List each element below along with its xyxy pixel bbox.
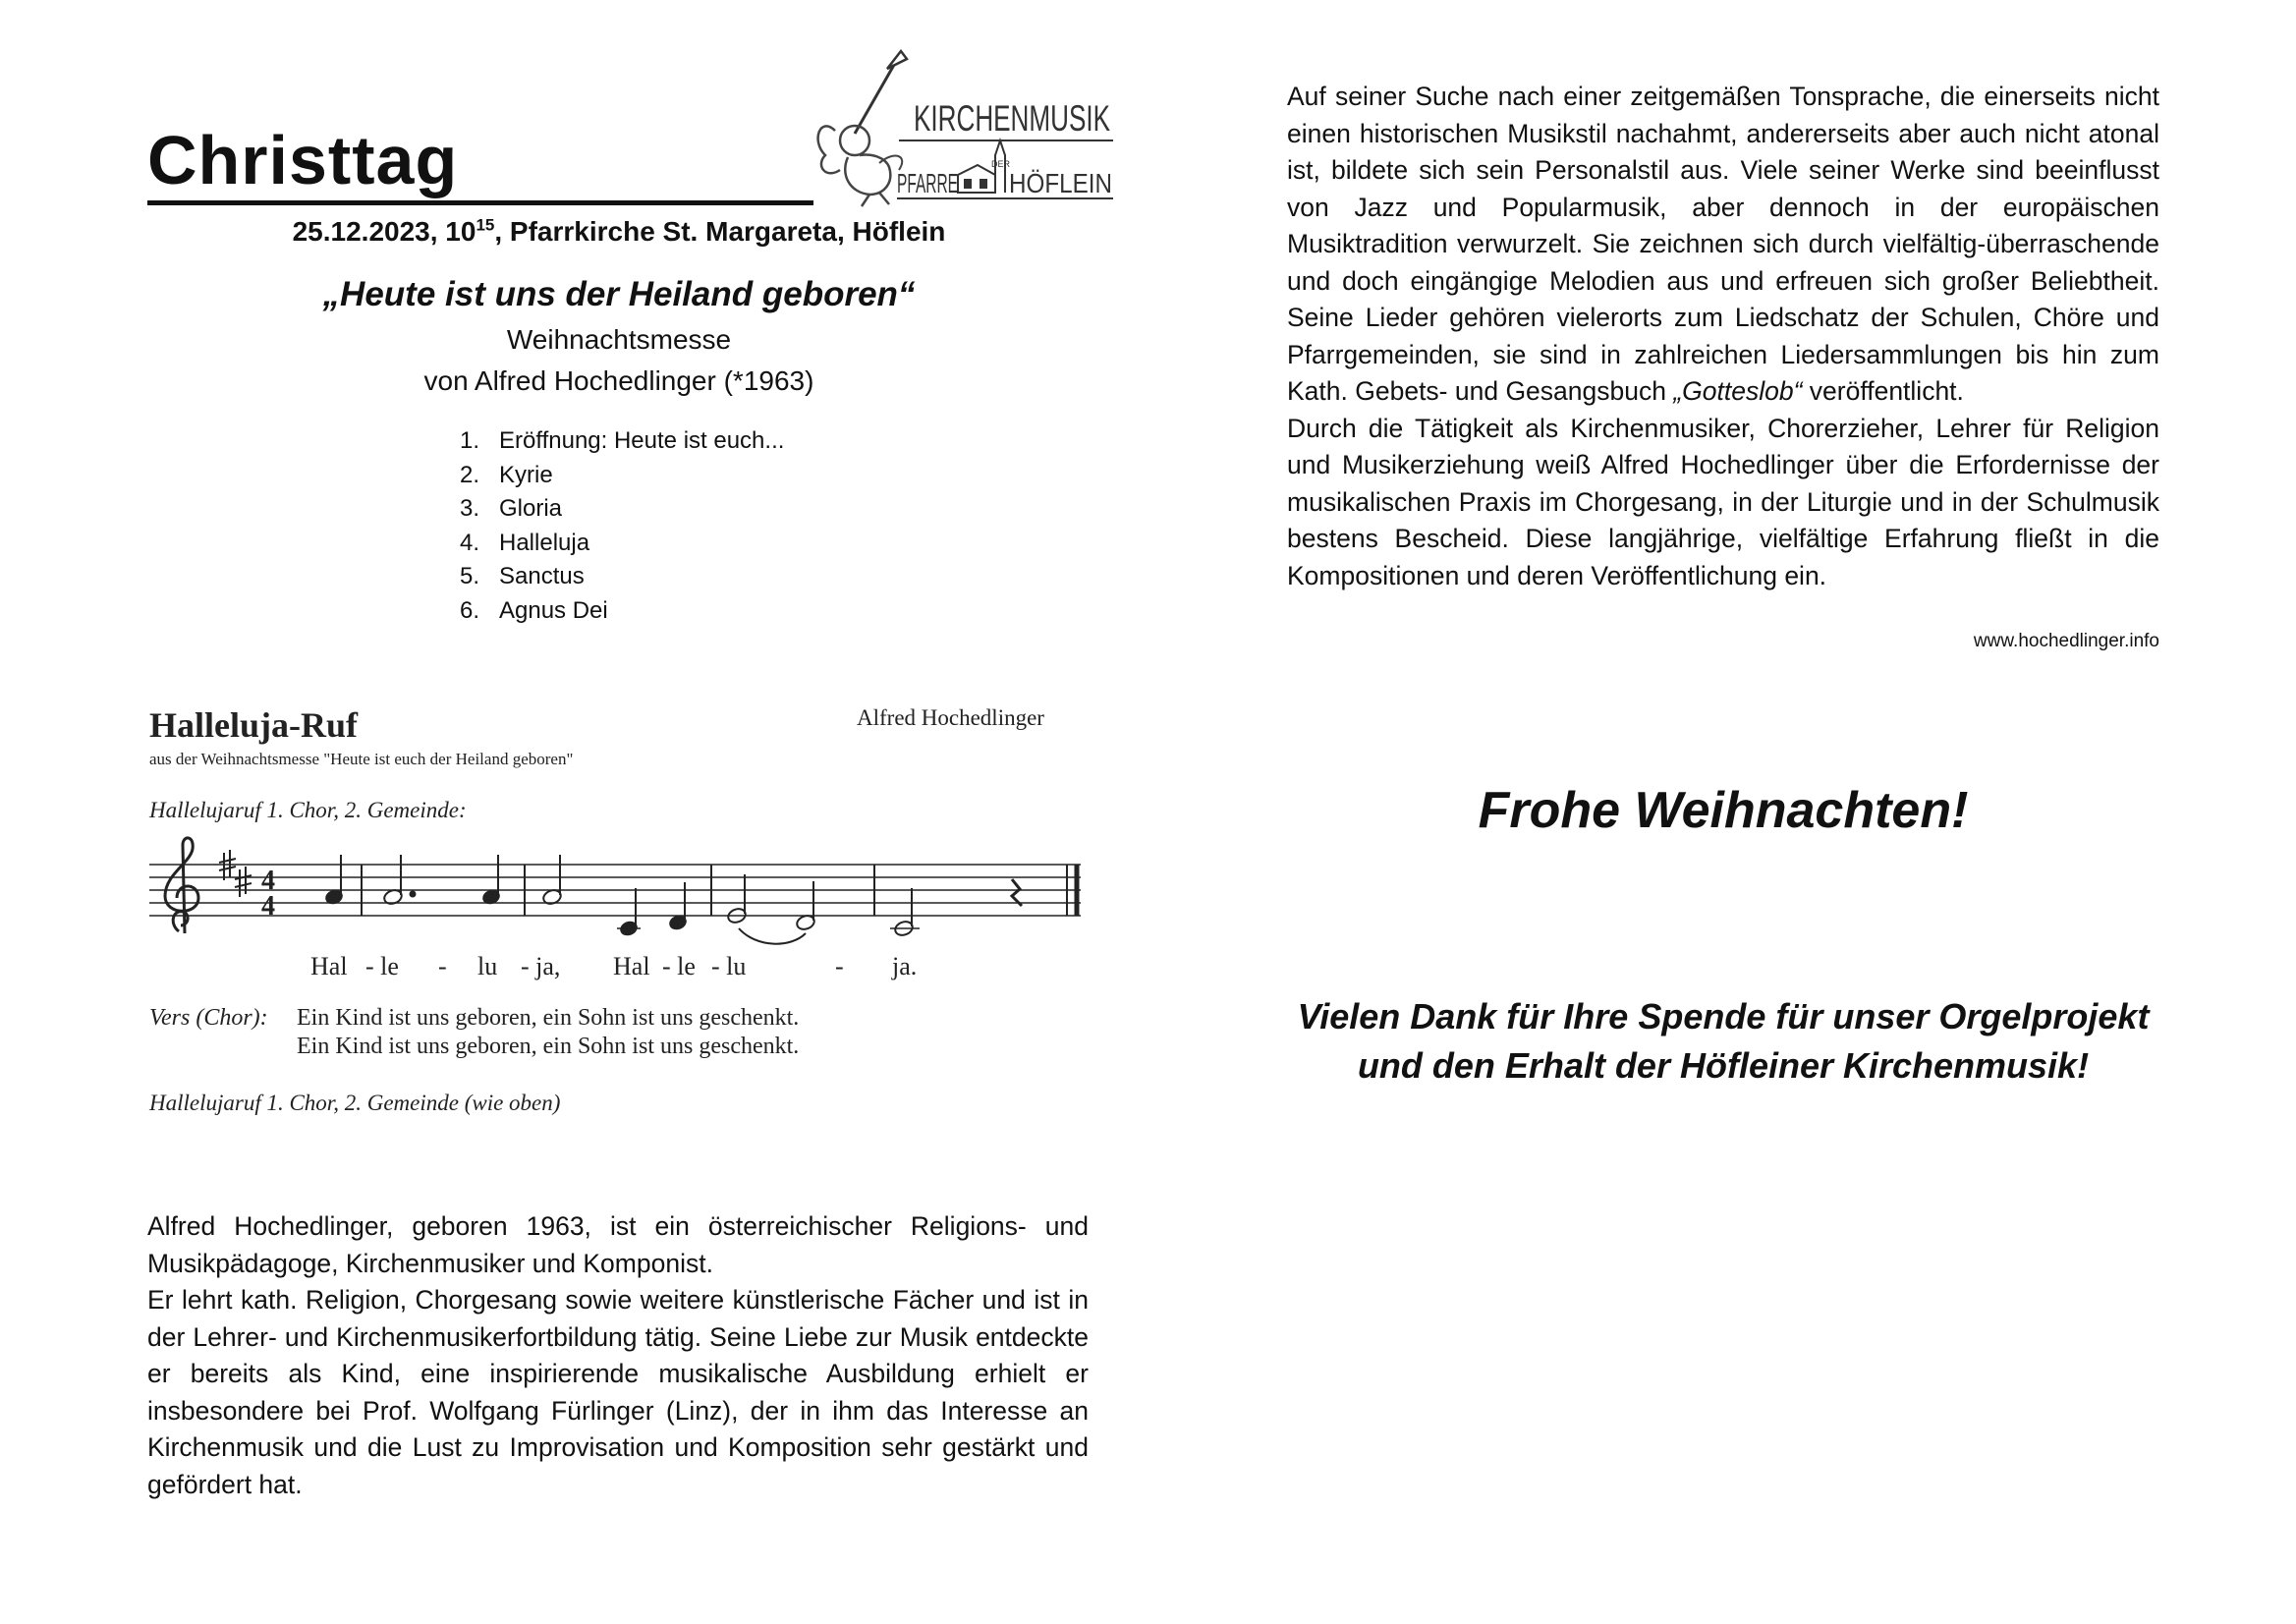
bio-paragraph: Alfred Hochedlinger, geboren 1963, ist ein österreichischer Religions- und Musikpädagoge, Kirchenmusiker und Komponist. bbox=[147, 1211, 1089, 1278]
biography-left bbox=[147, 1208, 1089, 1503]
book-title: „Gotteslob“ bbox=[1673, 376, 1803, 406]
score-composer: Alfred Hochedlinger bbox=[857, 705, 1044, 730]
date-suffix: , Pfarrkirche St. Margareta, Höflein bbox=[494, 216, 946, 247]
date-location-line bbox=[147, 216, 1091, 248]
svg-text:4: 4 bbox=[261, 891, 275, 922]
list-number: 5. bbox=[460, 563, 480, 589]
biography-right bbox=[1287, 79, 2159, 594]
list-label: Agnus Dei bbox=[499, 596, 608, 624]
list-item bbox=[460, 459, 784, 493]
title-underline bbox=[147, 200, 813, 205]
time-signature-icon bbox=[261, 866, 275, 922]
list-label: Sanctus bbox=[499, 563, 585, 589]
lyric-syllable: - le bbox=[662, 952, 696, 980]
svg-text:4: 4 bbox=[261, 866, 275, 896]
list-number: 4. bbox=[460, 529, 480, 556]
list-label: Kyrie bbox=[499, 461, 553, 488]
christmas-greeting: Frohe Weihnachten! bbox=[1478, 782, 1969, 839]
list-number: 3. bbox=[460, 495, 480, 522]
logo-der-text: DER bbox=[991, 159, 1011, 169]
list-label: Eröffnung: Heute ist euch... bbox=[499, 427, 785, 454]
score-instruction: Hallelujaruf 1. Chor, 2. Gemeinde: bbox=[149, 798, 467, 822]
list-item bbox=[460, 594, 784, 629]
list-item bbox=[460, 424, 784, 459]
vers-line: Ein Kind ist uns geboren, ein Sohn ist uns geschenkt. bbox=[297, 1034, 800, 1059]
bio-paragraph bbox=[1287, 79, 2159, 411]
mass-composer: von Alfred Hochedlinger (*1963) bbox=[423, 365, 814, 396]
lyric-syllable: lu bbox=[477, 952, 498, 980]
logo-top-text: KIRCHENMUSIK bbox=[914, 98, 1111, 139]
mass-quote-title: „Heute ist uns der Heiland geboren“ bbox=[322, 275, 916, 313]
treble-clef-icon bbox=[165, 838, 198, 933]
lyric-syllable: - bbox=[438, 952, 447, 980]
logo-right-text: HÖFLEIN bbox=[1009, 168, 1112, 198]
vers-label: Vers (Chor): bbox=[149, 1005, 268, 1031]
list-item bbox=[460, 492, 784, 527]
website-url: www.hochedlinger.info bbox=[1973, 631, 2159, 651]
vers-line: Ein Kind ist uns geboren, ein Sohn ist uns geschenkt. bbox=[297, 1005, 800, 1031]
logo-left-text: PFARRE bbox=[897, 168, 958, 198]
lyric-syllable: - lu bbox=[711, 952, 747, 980]
mass-subtitle: Weihnachtsmesse bbox=[506, 324, 732, 355]
lyric-syllable: - le bbox=[365, 952, 399, 980]
score-title: Halleluja-Ruf bbox=[149, 705, 358, 745]
date-prefix: 25.12.2023, 10 bbox=[292, 216, 476, 247]
lyric-syllable: - bbox=[835, 952, 844, 980]
time-superscript: 15 bbox=[476, 215, 495, 235]
bio-text: Auf seiner Suche nach einer zeitgemäßen Tonsprache, die einerseits nicht einen historischen Musikstil nachahmt, andererseits aber auch nicht atonal ist, bildete sich sein Personalstil aus. Viele seiner Werke sind beeinflusst von Jazz und Popularmusik, aber dennoch in der europäischen Musiktradition verwurzelt. Sie zeichnen sich durch vielfältig-überraschende und doch eingängige Melodien aus und erfreuen sich großer Beliebtheit. Seine Lieder gehören vielerorts zum Liedschatz der Schulen, Chöre und Pfarrgemeinden, sie sind in zahlreichen Liedersammlungen bis hin zum Kath. Gebets- und Gesangsbuch bbox=[1287, 82, 2159, 406]
bio-paragraph: Er lehrt kath. Religion, Chorgesang sowie weitere künstlerische Fächer und ist in der Lehrer- und Kirchenmusikerfortbildung tätig. Seine Liebe zur Musik entdeckte er bereits als Kind, eine inspirierende musikalische Ausbildung erhielt er insbesondere bei Prof. Wolfgang Fürlinger (Linz), der in ihm das Interesse an Kirchenmusik und die Lust zu Improvisation und Komposition sehr gestärkt und gefördert hat. bbox=[147, 1285, 1089, 1499]
page-title: Christtag bbox=[147, 122, 459, 198]
kirchenmusik-logo bbox=[801, 47, 1115, 209]
donation-thanks bbox=[1277, 992, 2169, 1091]
thanks-line: und den Erhalt der Höfleiner Kirchenmusik! bbox=[1357, 1045, 2090, 1086]
list-label: Halleluja bbox=[499, 529, 590, 556]
list-number: 2. bbox=[460, 461, 480, 488]
list-number: 6. bbox=[460, 596, 480, 624]
bio-paragraph: Durch die Tätigkeit als Kirchenmusiker, Chorerzieher, Lehrer für Religion und Musikerziehung weiß Alfred Hochedlinger über die Erfordernisse der musikalischen Praxis im Chorgesang, in der Liturgie und in der Schulmusik bestens Bescheid. Diese langjährige, vielfältige Erfahrung fließt in die Kompositionen und deren Veröffentlichung ein. bbox=[1287, 413, 2159, 590]
sheet-music-score bbox=[147, 688, 1091, 1140]
thanks-line: Vielen Dank für Ihre Spende für unser Orgelprojekt bbox=[1297, 996, 2150, 1036]
lyric-syllable: ja. bbox=[892, 952, 918, 980]
music-notes bbox=[324, 855, 1022, 944]
lyric-syllable: Hal bbox=[310, 952, 348, 980]
list-item bbox=[460, 527, 784, 561]
lyric-syllable: Hal bbox=[613, 952, 650, 980]
bio-text: veröffentlicht. bbox=[1802, 376, 1964, 406]
lyric-syllable: - ja, bbox=[521, 952, 561, 980]
repeat-instruction: Hallelujaruf 1. Chor, 2. Gemeinde (wie oben) bbox=[149, 1091, 561, 1115]
mass-parts-list bbox=[460, 424, 784, 628]
score-source: aus der Weihnachtsmesse "Heute ist euch der Heiland geboren" bbox=[149, 750, 574, 768]
list-number: 1. bbox=[460, 427, 480, 454]
list-item bbox=[460, 560, 784, 594]
list-label: Gloria bbox=[499, 495, 563, 522]
